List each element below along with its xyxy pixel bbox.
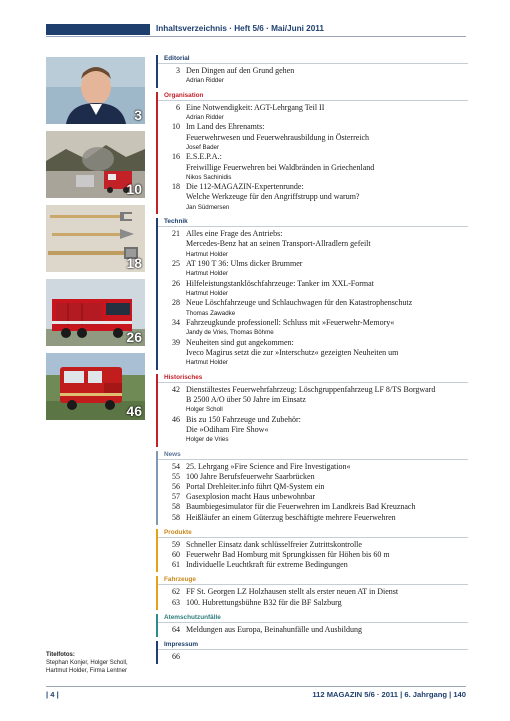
toc-entry[interactable] (164, 298, 468, 318)
entry-page-number: 26 (172, 278, 180, 288)
toc-entry[interactable] (164, 587, 468, 597)
entry-text (186, 560, 468, 570)
entry-author: Holger Scholl (186, 406, 223, 414)
entry-page-number: 60 (172, 549, 180, 559)
thumbnail-page-number: 18 (126, 255, 142, 271)
entry-page-number: 56 (172, 481, 180, 491)
entry-title-line: Heißläufer an einem Güterzug beschäftigte mehrere Feuerwehren (186, 512, 396, 522)
toc-entry[interactable] (164, 472, 468, 482)
footer-page-number: | 4 | (46, 690, 59, 699)
entry-page-number: 28 (172, 298, 180, 308)
credits-title: Titelfotos: (46, 652, 75, 658)
entry-page-number: 58 (172, 512, 180, 522)
entry-text (186, 415, 468, 445)
entry-title-line: Feuerwehr Bad Homburg mit Sprungkissen für Höhen bis 60 m (186, 549, 390, 559)
toc-entry[interactable] (164, 66, 468, 86)
thumbnail-vintage-truck[interactable] (46, 353, 145, 420)
section-heading: Historisches (158, 374, 468, 383)
header-divider (46, 36, 466, 37)
entry-text (186, 279, 468, 299)
entry-title-line: Meldungen aus Europa, Beinahunfälle und Ausbildung (186, 624, 362, 634)
section-heading: News (158, 451, 468, 460)
toc-entry[interactable] (164, 462, 468, 472)
credits-line: Hartmut Holder, Firma Lentner (46, 668, 128, 675)
footer-divider (46, 686, 466, 687)
credits-line: Stephan Konjer, Holger Scholl, (46, 660, 128, 667)
entry-text (186, 587, 468, 597)
toc-entry[interactable] (164, 182, 468, 212)
entry-author: Nikos Sachinidis (186, 173, 232, 181)
toc-section (156, 614, 468, 637)
toc-entry[interactable] (164, 502, 468, 512)
entry-author: Hartmut Holder (186, 359, 228, 367)
entry-title-line: Mercedes-Benz hat an seinen Transport-Allradlern gefeilt (186, 239, 371, 249)
toc-section (156, 218, 468, 370)
toc-entry[interactable] (164, 385, 468, 415)
entry-text (186, 652, 468, 662)
thumbnail-page-number: 46 (126, 403, 142, 419)
entry-author: Josef Bader (186, 143, 220, 151)
entry-text (186, 462, 468, 472)
entry-page-number: 16 (172, 152, 180, 162)
entry-text (186, 540, 468, 550)
toc-entry[interactable] (164, 338, 468, 368)
entry-page-number: 42 (172, 384, 180, 394)
entry-title-line: Hilfeleistungstanklöschfahrzeuge: Tanker im XXL-Format (186, 278, 374, 288)
entry-page-number: 63 (172, 597, 180, 607)
toc-entry[interactable] (164, 540, 468, 550)
thumbnail-page-number: 10 (126, 181, 142, 197)
entry-title-line: 100 Jahre Berufsfeuerwehr Saarbrücken (186, 471, 315, 481)
toc-entry[interactable] (164, 229, 468, 259)
entry-text (186, 66, 468, 86)
section-heading: Organisation (158, 92, 468, 101)
entry-author: Hartmut Holder (186, 270, 228, 278)
section-heading: Fahrzeuge (158, 576, 468, 585)
entry-text (186, 492, 468, 502)
thumbnail-page-number: 26 (126, 329, 142, 345)
entry-page-number: 58 (172, 502, 180, 512)
entry-title-line: FF St. Georgen LZ Holzhausen stellt als erster neuen AT in Dienst (186, 587, 399, 597)
entry-title-line: Bis zu 150 Fahrzeuge und Zubehör: (186, 414, 301, 424)
toc-entry[interactable] (164, 152, 468, 182)
section-heading: Atemschutzunfälle (158, 614, 468, 623)
entry-text (186, 103, 468, 123)
entry-text (186, 229, 468, 259)
entry-title-line: Die »Odiham Fire Show« (186, 424, 269, 434)
entry-title-line: Portal Drehleiter.info führt QM-System ein (186, 481, 325, 491)
entry-title-line: Dienstältestes Feuerwehrfahrzeug: Löschgruppenfahrzeug LF 8/TS Borgward (186, 384, 436, 394)
entry-title-line: Eine Notwendigkeit: AGT-Lehrgang Teil II (186, 102, 325, 112)
entry-page-number: 10 (172, 122, 180, 132)
entry-author: Holger de Vries (186, 436, 229, 444)
entry-title-line: AT 190 T 36: Ulms dicker Brummer (186, 259, 303, 269)
thumbnail-column (46, 57, 145, 427)
thumbnail-fire-truck[interactable] (46, 279, 145, 346)
entry-text (186, 550, 468, 560)
toc-entry[interactable] (164, 652, 468, 662)
entry-title-line: 25. Lehrgang »Fire Science and Fire Investigation« (186, 461, 351, 471)
entry-author: Hartmut Holder (186, 289, 228, 297)
entry-title-line: Fahrzeugkunde professionell: Schluss mit »Feuerwehr-Memory« (186, 318, 395, 328)
cover-photo-credits (46, 651, 146, 676)
toc-entry[interactable] (164, 513, 468, 523)
entry-title-line: B 2500 A/O über 50 Jahre im Einsatz (186, 394, 306, 404)
entry-page-number: 59 (172, 539, 180, 549)
entry-text (186, 298, 468, 318)
entry-title-line: Individuelle Leuchtkraft für extreme Bedingungen (186, 560, 348, 570)
toc-entry[interactable] (164, 482, 468, 492)
entry-title-line: Schneller Einsatz dank schlüsselfreier Zutrittskontrolle (186, 539, 362, 549)
entry-title-line: Im Land des Ehrenamts: (186, 122, 265, 132)
entry-page-number: 46 (172, 414, 180, 424)
entry-author: Jandy de Vries, Thomas Böhme (186, 329, 274, 337)
entry-title-line: Freiwillige Feuerwehren bei Waldbränden in Griechenland (186, 162, 375, 172)
entry-title-line: Neuheiten sind gut angekommen: (186, 337, 294, 347)
entry-page-number: 6 (176, 102, 180, 112)
entry-title-line: Welche Werkzeuge für den Angriffstrupp und warum? (186, 192, 360, 202)
page-header-title: Inhaltsverzeichnis · Heft 5/6 · Mai/Juni 2011 (156, 24, 324, 33)
entry-page-number: 34 (172, 318, 180, 328)
thumbnail-fire-scene[interactable] (46, 131, 145, 198)
entry-text (186, 259, 468, 279)
entry-text (186, 625, 468, 635)
entry-title-line: Gasexplosion macht Haus unbewohnbar (186, 492, 316, 502)
toc-entry[interactable] (164, 550, 468, 560)
entry-page-number: 3 (176, 66, 180, 75)
entry-page-number: 39 (172, 337, 180, 347)
entry-page-number: 62 (172, 587, 180, 597)
entry-title-line: Feuerwehrwesen und Feuerwehrausbildung in Österreich (186, 132, 370, 142)
entry-author: Adrian Ridder (186, 77, 224, 85)
entry-title-line: Baumbiegesimulator für die Feuerwehren im Landkreis Bad Kreuznach (186, 502, 416, 512)
entry-page-number: 54 (172, 461, 180, 471)
entry-text (186, 482, 468, 492)
portrait-photo (46, 57, 145, 124)
entry-title-line: Die 112-MAGAZIN-Expertenrunde: (186, 182, 304, 192)
thumbnail-page-number: 3 (134, 107, 142, 123)
toc-section (156, 451, 468, 525)
entry-text (186, 472, 468, 482)
entry-page-number: 57 (172, 492, 180, 502)
entry-page-number: 55 (172, 471, 180, 481)
entry-text (186, 338, 468, 368)
entry-text (186, 182, 468, 212)
entry-page-number: 66 (172, 652, 180, 661)
entry-title-line: Neue Löschfahrzeuge und Schlauchwagen für den Katastrophenschutz (186, 298, 413, 308)
entry-text (186, 598, 468, 608)
thumbnail-portrait[interactable] (46, 57, 145, 124)
thumbnail-tools[interactable] (46, 205, 145, 272)
entry-page-number: 21 (172, 229, 180, 239)
entry-title-line: 100. Hubrettungsbühne B32 für die BF Salzburg (186, 597, 342, 607)
toc-section (156, 641, 468, 664)
entry-text (186, 385, 468, 415)
toc-entry[interactable] (164, 415, 468, 445)
section-heading: Technik (158, 218, 468, 227)
section-heading: Editorial (158, 55, 468, 64)
toc-section (156, 576, 468, 609)
entry-title-line: Den Dingen auf den Grund gehen (186, 66, 295, 75)
toc-entry[interactable] (164, 625, 468, 635)
toc-section (156, 374, 468, 447)
section-heading: Impressum (158, 641, 468, 650)
entry-author: Thomas Zawadke (186, 309, 236, 317)
toc-section (156, 55, 468, 88)
toc-entry[interactable] (164, 279, 468, 299)
footer-magazine-info: 112 MAGAZIN 5/6 · 2011 | 6. Jahrgang | 140 (312, 690, 466, 699)
toc-entry[interactable] (164, 318, 468, 338)
entry-page-number: 61 (172, 560, 180, 570)
entry-author: Adrian Ridder (186, 113, 224, 121)
toc-entry[interactable] (164, 259, 468, 279)
section-heading: Produkte (158, 529, 468, 538)
entry-page-number: 25 (172, 259, 180, 269)
entry-text (186, 122, 468, 152)
entry-text (186, 513, 468, 523)
header-color-bar (46, 24, 150, 35)
entry-page-number: 64 (172, 624, 180, 634)
toc-entry[interactable] (164, 103, 468, 123)
entry-text (186, 152, 468, 182)
entry-title-line: Alles eine Frage des Antriebs: (186, 229, 283, 239)
toc-entry[interactable] (164, 122, 468, 152)
toc-entry[interactable] (164, 560, 468, 570)
entry-author: Jan Südmersen (186, 203, 230, 211)
entry-text (186, 318, 468, 338)
table-of-contents (156, 55, 468, 668)
entry-page-number: 18 (172, 182, 180, 192)
entry-title-line: E.S.E.P.A.: (186, 152, 222, 162)
toc-section (156, 529, 468, 573)
entry-title-line: Iveco Magirus setzt die zur »Interschutz« gezeigten Neuheiten um (186, 348, 399, 358)
entry-author: Hartmut Holder (186, 250, 228, 258)
toc-section (156, 92, 468, 214)
toc-entry[interactable] (164, 598, 468, 608)
toc-entry[interactable] (164, 492, 468, 502)
entry-text (186, 502, 468, 512)
